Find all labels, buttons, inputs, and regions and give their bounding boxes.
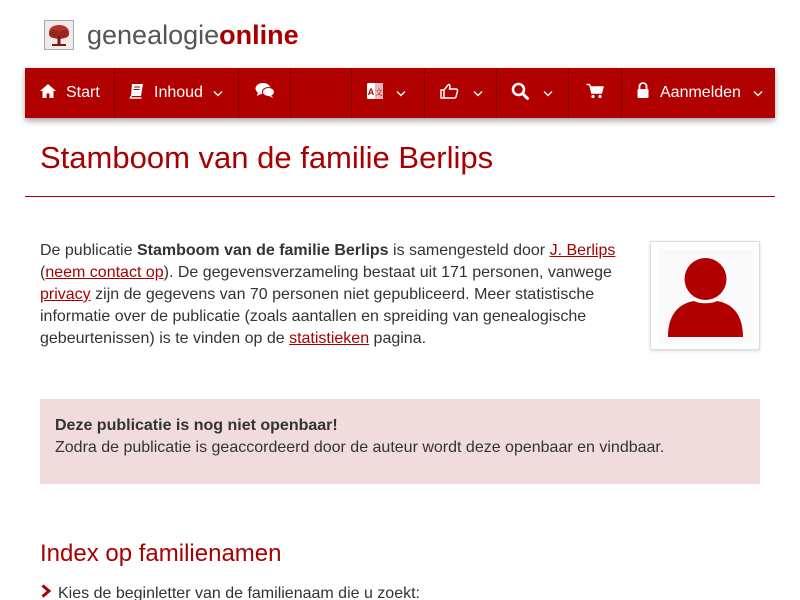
index-instruction (40, 584, 420, 600)
intro-text: pagina. (369, 330, 427, 347)
book-icon (129, 83, 145, 104)
svg-text:文: 文 (375, 87, 383, 97)
chevron-down-icon (753, 84, 763, 102)
statistics-link[interactable]: statistieken (289, 330, 370, 347)
intro-text: ( (40, 264, 46, 281)
chevron-down-icon (396, 84, 406, 102)
svg-text:A: A (367, 86, 375, 97)
not-public-notice (40, 399, 760, 484)
tree-icon (44, 20, 74, 50)
chevron-down-icon (473, 84, 483, 102)
title-divider (25, 196, 775, 197)
index-heading: Index op familienamen (40, 540, 282, 567)
contact-link[interactable]: neem contact op (45, 264, 164, 281)
chevron-right-icon (40, 584, 52, 600)
nav-start-label: Start (66, 84, 100, 101)
privacy-link[interactable]: privacy (40, 286, 91, 303)
nav-aanmelden[interactable] (622, 68, 775, 118)
main-navbar (25, 68, 775, 118)
notice-body: Zodra de publicatie is geaccordeerd door de auteur wordt deze openbaar en vindbaar. (55, 439, 665, 456)
search-icon (511, 82, 529, 105)
avatar (658, 249, 753, 344)
intro-text: zijn de gegevens van 70 personen niet gepubliceerd. Meer statistische informatie over de publicatie (zoals aantallen en spreiding van genealogische gebeurtenissen) is te vinden op de (40, 286, 595, 347)
site-logo[interactable] (44, 20, 299, 50)
chevron-down-icon (543, 84, 553, 102)
chat-icon (255, 82, 275, 104)
nav-start[interactable] (25, 68, 115, 118)
intro-text: De publicatie (40, 242, 137, 259)
publication-name: Stamboom van de familie Berlips (136, 242, 389, 259)
user-icon (658, 249, 753, 344)
nav-language[interactable] (352, 68, 425, 118)
logo-text-part2: online (219, 19, 299, 50)
nav-forum[interactable] (239, 68, 291, 118)
notice-heading: Deze publicatie is nog niet openbaar! (55, 417, 338, 434)
logo-text (87, 20, 299, 51)
nav-inhoud[interactable] (115, 68, 239, 118)
publication-description (40, 240, 630, 350)
lock-icon (636, 82, 650, 104)
intro-text: ). De gegevensverzameling bestaat uit 171 personen, vanwege (163, 264, 612, 281)
nav-cart[interactable] (569, 68, 622, 118)
translate-icon (366, 82, 384, 105)
intro-text: is samengesteld door (388, 242, 550, 259)
nav-aanmelden-label: Aanmelden (660, 84, 741, 101)
thumbs-up-icon (439, 83, 459, 104)
cart-icon (586, 83, 604, 104)
chevron-down-icon (213, 84, 223, 102)
nav-spacer (291, 68, 352, 118)
index-instruction-text: Kies de beginletter van de familienaam die u zoekt: (58, 584, 420, 600)
nav-search[interactable] (497, 68, 569, 118)
logo-text-part1: genealogie (87, 19, 220, 50)
author-avatar-card[interactable] (650, 241, 760, 350)
page-title: Stamboom van de familie Berlips (40, 140, 494, 175)
nav-inhoud-label: Inhoud (154, 84, 203, 101)
author-link[interactable]: J. Berlips (549, 242, 616, 259)
home-icon (39, 83, 57, 104)
nav-feedback[interactable] (425, 68, 497, 118)
